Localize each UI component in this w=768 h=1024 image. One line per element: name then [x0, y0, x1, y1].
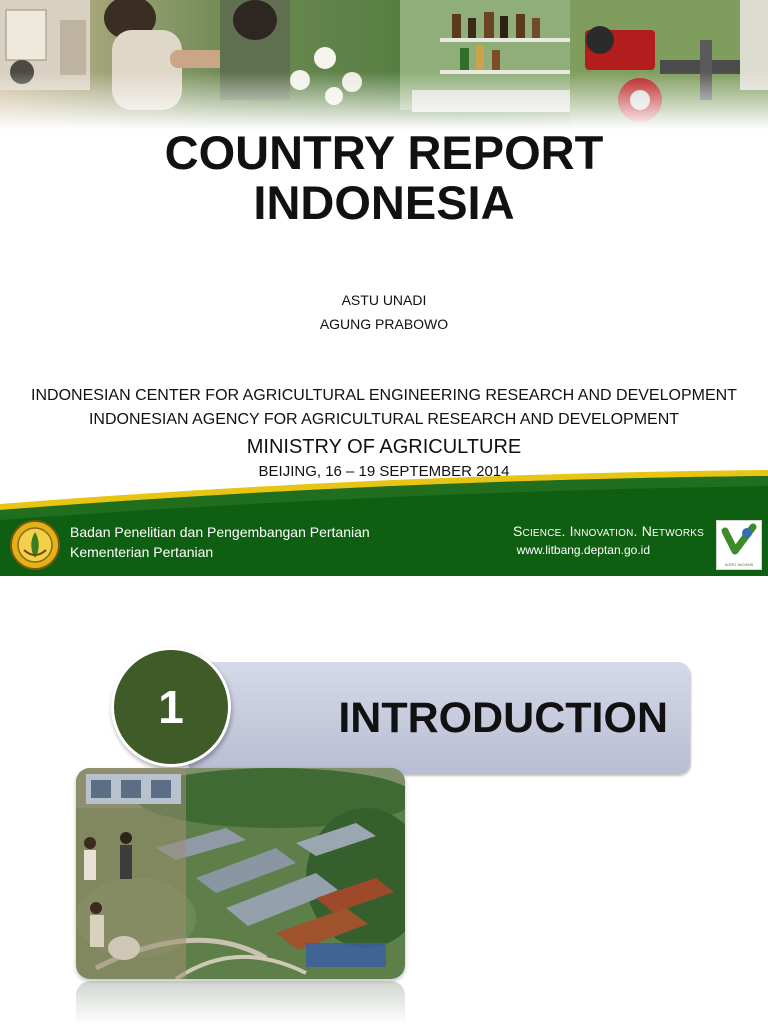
title-line-1: COUNTRY REPORT	[164, 126, 604, 179]
agro-logo-text: AGRO INOVASI	[724, 562, 754, 567]
ministry-emblem-icon	[10, 520, 60, 570]
report-title	[0, 128, 768, 228]
org-line-ministry: MINISTRY OF AGRICULTURE	[246, 436, 522, 458]
author-2: AGUNG PRABOWO	[319, 316, 449, 332]
agro-inovasi-logo	[716, 520, 762, 570]
agency-line-2: Kementerian Pertanian	[70, 544, 214, 560]
lab-photo-banner	[0, 0, 768, 130]
section-number-badge	[111, 647, 231, 767]
section-title: INTRODUCTION	[338, 694, 668, 742]
website-url: www.litbang.deptan.go.id	[516, 543, 650, 557]
org-line-center: INDONESIAN CENTER FOR AGRICULTURAL ENGINEERING RESEARCH AND DEVELOPMENT	[31, 387, 737, 404]
authors	[0, 288, 768, 336]
tagline: Science. Innovation. Networks	[512, 523, 704, 539]
event-location-date: BEIJING, 16 – 19 SEPTEMBER 2014	[258, 463, 510, 480]
agency-line-1: Badan Penelitian dan Pengembangan Pertanian	[70, 524, 370, 540]
organization-block	[0, 384, 768, 482]
org-line-agency: INDONESIAN AGENCY FOR AGRICULTURAL RESEARCH AND DEVELOPMENT	[88, 411, 680, 428]
author-1: ASTU UNADI	[341, 292, 427, 308]
agency-name	[70, 522, 370, 562]
photo-reflection	[76, 981, 405, 1024]
introduction-slide	[0, 576, 768, 1024]
title-line-2: INDONESIA	[253, 176, 515, 229]
section-title-pill	[188, 662, 690, 774]
campus-aerial-photo	[76, 768, 405, 979]
section-number: 1	[158, 681, 184, 733]
